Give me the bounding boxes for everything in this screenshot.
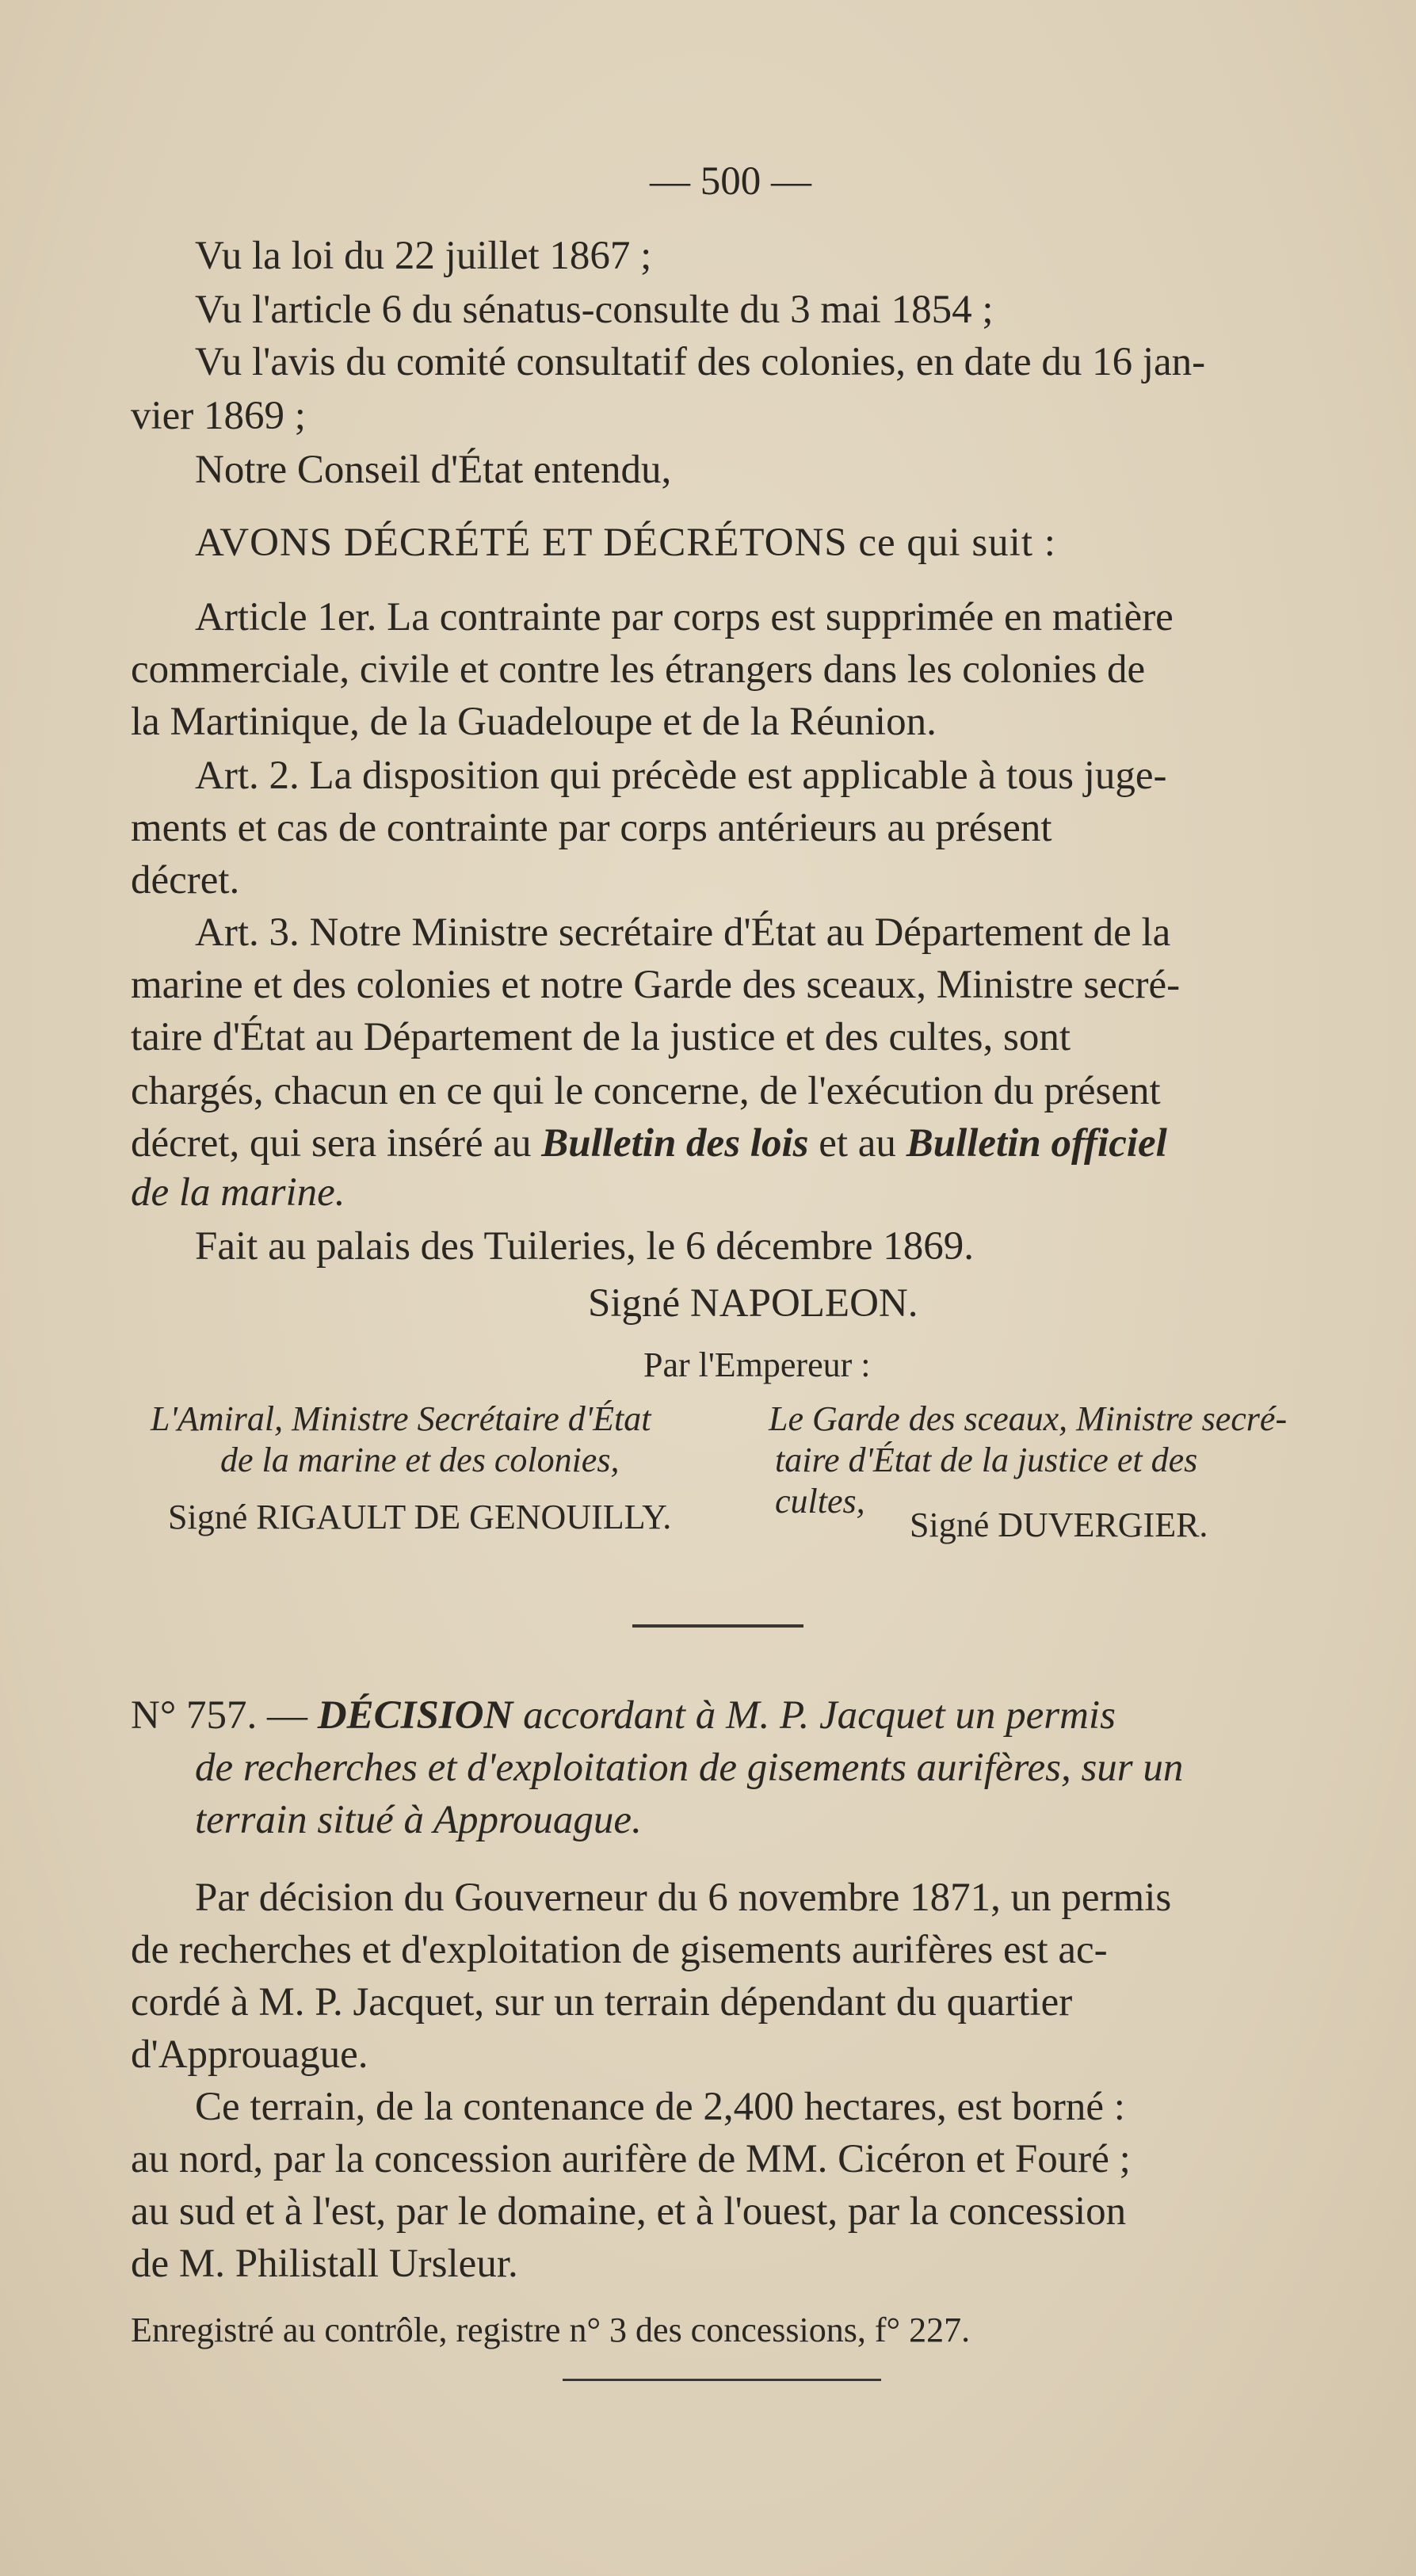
article-line — [131, 1117, 1167, 1170]
article-line: marine et des colonies et notre Garde des sceaux, Ministre secré- — [131, 963, 1181, 1007]
section-divider — [632, 1624, 803, 1628]
article-line: la Martinique, de la Guadeloupe et de la Réunion. — [131, 700, 937, 744]
article-text: et au — [808, 1121, 906, 1166]
decision-text-line: cordé à M. P. Jacquet, sur un terrain dépendant du quartier — [131, 1980, 1073, 2025]
left-minister-title: de la marine et des colonies, — [220, 1441, 620, 1479]
place-date: Fait au palais des Tuileries, le 6 décembre 1869. — [195, 1224, 974, 1269]
article-line: Art. 2. La disposition qui précède est applicable à tous juge- — [195, 754, 1167, 798]
page-number: — 500 — — [650, 159, 811, 204]
decision-text-line: Par décision du Gouverneur du 6 novembre 1871, un permis — [195, 1876, 1172, 1920]
by-the-emperor: Par l'Empereur : — [643, 1345, 871, 1384]
decree-formula: AVONS DÉCRÉTÉ ET DÉCRÉTONS ce qui suit : — [195, 521, 1056, 565]
right-minister-title: taire d'État de la justice et des — [775, 1441, 1198, 1479]
article-line: ments et cas de contrainte par corps antérieurs au présent — [131, 806, 1052, 850]
article-line: taire d'État au Département de la justice et des cultes, sont — [131, 1015, 1071, 1059]
preamble-line: Notre Conseil d'État entendu, — [195, 448, 672, 492]
decision-heading — [131, 1689, 1116, 1742]
decision-text-line: de M. Philistall Ursleur. — [131, 2242, 518, 2286]
article-line: décret. — [131, 858, 240, 903]
article-line: Article 1er. La contrainte par corps est supprimée en matière — [195, 595, 1174, 639]
decision-text-line: d'Approuague. — [131, 2032, 368, 2077]
article-line: commerciale, civile et contre les étrangers dans les colonies de — [131, 647, 1146, 692]
right-minister-signature: Signé DUVERGIER. — [910, 1506, 1208, 1544]
decision-heading-line: de recherches et d'exploitation de gisements aurifères, sur un — [195, 1746, 1184, 1790]
bulletin-lois: Bulletin des lois — [541, 1121, 809, 1166]
preamble-line: vier 1869 ; — [131, 394, 306, 438]
preamble-line: Vu l'article 6 du sénatus-consulte du 3 mai 1854 ; — [195, 288, 994, 332]
decision-subject: accordant à M. P. Jacquet un permis — [513, 1693, 1116, 1738]
decision-text-line: Ce terrain, de la contenance de 2,400 hectares, est borné : — [195, 2085, 1125, 2129]
decision-heading-line: terrain situé à Approuague. — [195, 1798, 642, 1842]
article-line: Art. 3. Notre Ministre secrétaire d'État au Département de la — [195, 910, 1171, 955]
article-text: décret, qui sera inséré au — [131, 1121, 542, 1166]
left-minister-title: L'Amiral, Ministre Secrétaire d'État — [151, 1399, 651, 1438]
signature-emperor: Signé NAPOLEON. — [588, 1281, 918, 1326]
article-line: chargés, chacun en ce qui le concerne, de l'exécution du présent — [131, 1069, 1161, 1113]
registration-note: Enregistré au contrôle, registre n° 3 des concessions, f° 227. — [131, 2311, 971, 2349]
preamble-line: Vu l'avis du comité consultatif des colonies, en date du 16 jan- — [195, 340, 1206, 384]
decision-title: DÉCISION — [317, 1693, 513, 1738]
decision-text-line: de recherches et d'exploitation de gisements aurifères est ac- — [131, 1928, 1108, 1972]
decision-text-line: au nord, par la concession aurifère de MM. Cicéron et Fouré ; — [131, 2137, 1131, 2181]
decision-number: N° 757. — — [131, 1693, 307, 1738]
right-minister-title: cultes, — [775, 1482, 865, 1521]
right-minister-title: Le Garde des sceaux, Ministre secré- — [769, 1399, 1288, 1438]
decision-text-line: au sud et à l'est, par le domaine, et à l'ouest, par la concession — [131, 2189, 1127, 2234]
article-line: de la marine. — [131, 1170, 345, 1215]
end-divider — [563, 2379, 881, 2381]
left-minister-signature: Signé RIGAULT DE GENOUILLY. — [168, 1498, 672, 1536]
bulletin-officiel: Bulletin officiel — [906, 1121, 1167, 1166]
preamble-line: Vu la loi du 22 juillet 1867 ; — [195, 234, 652, 278]
